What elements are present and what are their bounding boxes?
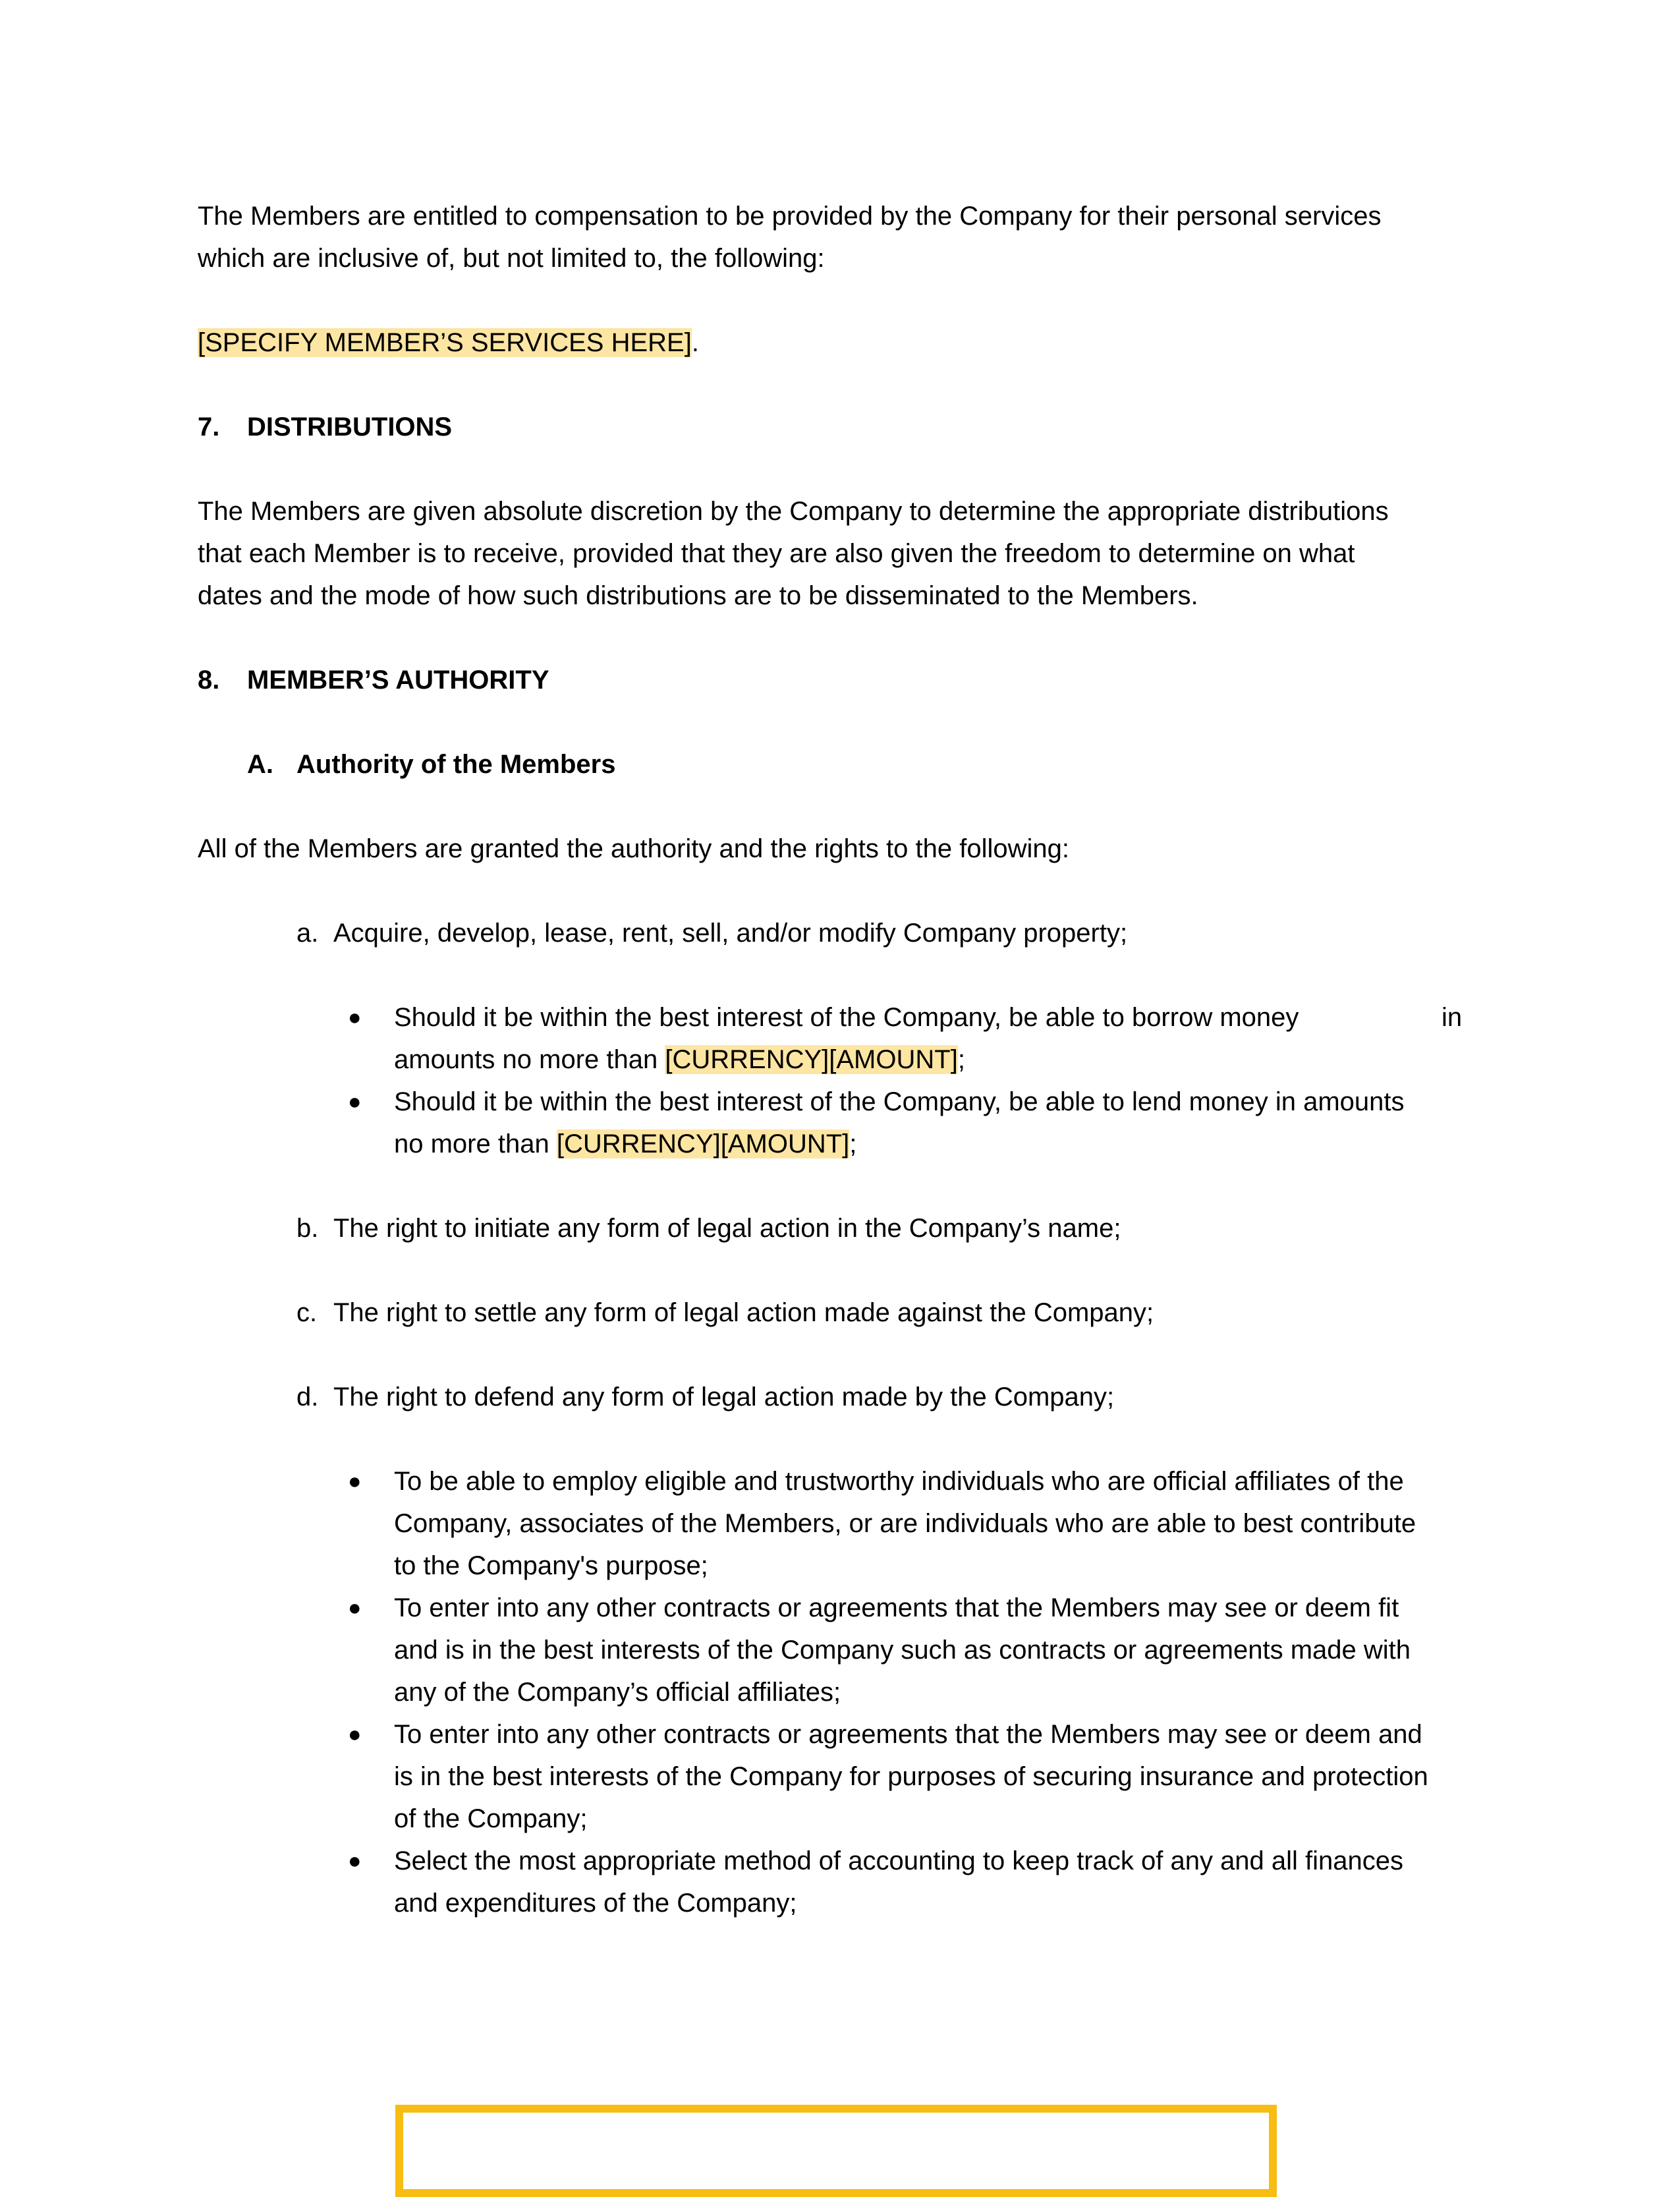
list-item-d (296, 1376, 1114, 1418)
section-7-number: 7. (198, 413, 220, 442)
bullet-d1-line-2: Company, associates of the Members, or are individuals who are able to best contribute (394, 1509, 1416, 1538)
list-item-d-text: The right to defend any form of legal action made by the Company; (333, 1383, 1115, 1412)
list-item-a-text: Acquire, develop, lease, rent, sell, and/or modify Company property; (333, 919, 1128, 948)
bullet-a1-line-1: Should it be within the best interest of the Company, be able to borrow money (394, 1003, 1299, 1032)
bullet-a2-prefix: no more than (394, 1129, 557, 1158)
list-item-d-marker: d. (296, 1383, 319, 1412)
bullet-d1-line-3: to the Company's purpose; (394, 1551, 708, 1580)
bullet-marker: ● (348, 1089, 362, 1114)
bullet-d2-line-3: any of the Company’s official affiliates; (394, 1678, 841, 1707)
bullet-d4-line-1: Select the most appropriate method of accounting to keep track of any and all finances (394, 1846, 1404, 1875)
currency-amount-placeholder: [CURRENCY][AMOUNT] (665, 1045, 958, 1074)
bullet-a1-line-1-end: in (1442, 1003, 1463, 1032)
bullet-a1-prefix: amounts no more than (394, 1045, 665, 1074)
subsection-a-number: A. (247, 750, 273, 779)
subsection-a-title: Authority of the Members (296, 750, 616, 779)
bullet-marker: ● (348, 1722, 362, 1747)
bullet-d3-line-2: is in the best interests of the Company for purposes of securing insurance and protection (394, 1762, 1428, 1791)
bullet-marker: ● (348, 1469, 362, 1494)
list-item-b-marker: b. (296, 1214, 319, 1243)
bullet-a1-end: ; (957, 1045, 965, 1074)
bullet-d3-line-3: of the Company; (394, 1804, 588, 1833)
list-item-b-text: The right to initiate any form of legal action in the Company’s name; (333, 1214, 1121, 1243)
list-item-c (296, 1292, 1154, 1334)
bullet-marker: ● (348, 1848, 362, 1873)
section-8-title: MEMBER’S AUTHORITY (247, 666, 549, 695)
footer-box (395, 2105, 1277, 2197)
list-item-a-marker: a. (296, 919, 319, 948)
section-8-heading (198, 659, 549, 701)
bullet-marker: ● (348, 1595, 362, 1620)
bullet-d2-line-2: and is in the best interests of the Company such as contracts or agreements made with (394, 1636, 1411, 1665)
bullet-d3-line-1: To enter into any other contracts or agreements that the Members may see or deem and (394, 1720, 1422, 1749)
section-7-heading (198, 406, 452, 448)
bullet-a2-line-2 (394, 1123, 856, 1165)
bullet-marker: ● (348, 1005, 362, 1030)
section-8-intro: All of the Members are granted the authority and the rights to the following: (198, 834, 1069, 863)
services-period: . (691, 328, 699, 357)
bullet-d2-line-1: To enter into any other contracts or agreements that the Members may see or deem fit (394, 1593, 1399, 1622)
subsection-a-heading (247, 743, 615, 785)
bullet-d4-line-2: and expenditures of the Company; (394, 1889, 797, 1918)
section-7-line-2: that each Member is to receive, provided that they are also given the freedom to determine on what (198, 539, 1355, 568)
services-placeholder: [SPECIFY MEMBER’S SERVICES HERE] (198, 328, 692, 357)
section-8-number: 8. (198, 666, 220, 695)
services-line (198, 322, 699, 364)
bullet-a1-line-2 (394, 1039, 965, 1081)
intro-line-2: which are inclusive of, but not limited to, the following: (198, 244, 825, 273)
list-item-c-text: The right to settle any form of legal action made against the Company; (333, 1298, 1154, 1327)
currency-amount-placeholder: [CURRENCY][AMOUNT] (556, 1129, 850, 1158)
section-7-line-3: dates and the mode of how such distributions are to be disseminated to the Members. (198, 581, 1198, 610)
bullet-a2-line-1: Should it be within the best interest of the Company, be able to lend money in amounts (394, 1087, 1405, 1116)
section-7-title: DISTRIBUTIONS (247, 413, 453, 442)
bullet-a2-end: ; (849, 1129, 857, 1158)
list-item-b (296, 1207, 1121, 1249)
list-item-a (296, 912, 1127, 954)
list-item-c-marker: c. (296, 1298, 318, 1327)
section-7-line-1: The Members are given absolute discretion by the Company to determine the appropriate distributions (198, 497, 1389, 526)
intro-line-1: The Members are entitled to compensation to be provided by the Company for their personal services (198, 202, 1382, 231)
bullet-d1-line-1: To be able to employ eligible and trustworthy individuals who are official affiliates of the (394, 1467, 1404, 1496)
